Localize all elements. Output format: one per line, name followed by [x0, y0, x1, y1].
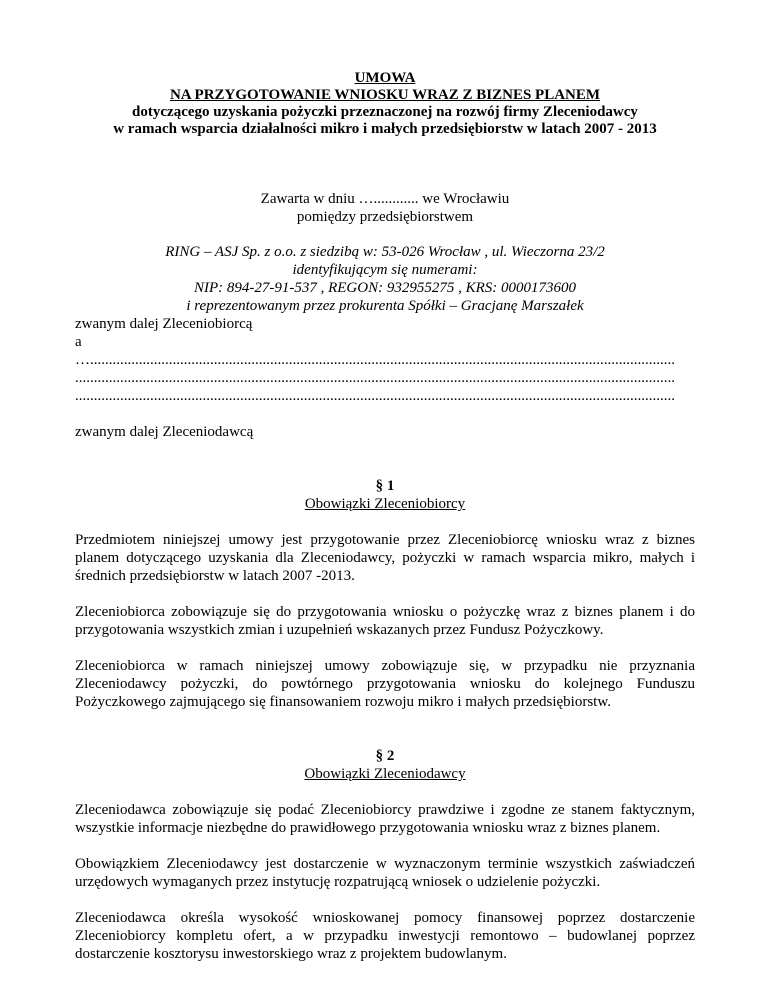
section-1-paragraph-3: Zleceniobiorca w ramach niniejszej umowy zobowiązuje się, w przypadku nie przyznania Zleceniodawcy pożyczki, do powtórnego przygotowania wniosku do kolejnego Funduszu Pożyczkowego zajmującego się finansowaniem rozwoju mikro i małych przedsiębiorstw.	[75, 658, 695, 710]
document-title	[75, 70, 695, 138]
section-1-paragraph-2: Zleceniobiorca zobowiązuje się do przygotowania wniosku o pożyczkę wraz z biznes planem i do przygotowania wszystkich zmian i uzupełnień wskazanych przez Fundusz Pożyczkowy.	[75, 604, 695, 638]
section-1-number: § 1	[375, 478, 395, 494]
conjunction: a	[75, 334, 82, 350]
subtitle-line-1: dotyczącego uzyskania pożyczki przeznaczonej na rozwój firmy Zleceniodawcy	[132, 104, 638, 120]
section-2-heading	[75, 747, 695, 783]
party-2-alias: zwanym dalej Zleceniodawcą	[75, 424, 254, 440]
title-umowa: UMOWA	[354, 70, 416, 86]
section-2-title: Obowiązki Zleceniodawcy	[304, 766, 466, 782]
section-1-heading	[75, 477, 695, 513]
blank-line-1: …............................................................................................................................................................	[75, 352, 675, 368]
intro-between-line: pomiędzy przedsiębiorstwem	[296, 209, 474, 225]
section-1-paragraph-1: Przedmiotem niniejszej umowy jest przygotowanie przez Zleceniobiorcę wniosku wraz z biznes planem dotyczącego uzyskania dla Zleceniodawcy, pożyczki w ramach wsparcia mikro, małych i średnich przedsiębiorstw w latach 2007 -2013.	[75, 532, 695, 584]
party-1-ids: NIP: 894-27-91-537 , REGON: 932955275 , KRS: 0000173600	[193, 280, 577, 296]
party-1-representative: i reprezentowanym przez prokurenta Spółki – Gracjanę Marszałek	[186, 298, 584, 314]
subtitle-line-2: w ramach wsparcia działalności mikro i małych przedsiębiorstw w latach 2007 - 2013	[113, 121, 657, 137]
section-2-paragraph-2: Obowiązkiem Zleceniodawcy jest dostarczenie w wyznaczonym terminie wszystkich zaświadczeń urzędowych wymaganych przez instytucję rozpatrującą wniosek o udzielenie pożyczki.	[75, 856, 695, 890]
document-page	[75, 70, 695, 963]
party-1-block	[75, 243, 695, 315]
blank-line-3: ................................................................................................................................................................	[75, 388, 675, 404]
intro-date-line: Zawarta w dniu …............ we Wrocławiu	[260, 191, 510, 207]
section-2-paragraph-3: Zleceniodawca określa wysokość wnioskowanej pomocy finansowej poprzez dostarczenie Zleceniobiorcy kompletu ofert, a w przypadku inwestycji remontowo – budowlanej poprzez dostarczenie kosztorysu inwestorskiego wraz z projektem budowlanym.	[75, 910, 695, 962]
section-2-paragraph-1: Zleceniodawca zobowiązuje się podać Zleceniobiorcy prawdziwe i zgodne ze stanem faktycznym, wszystkie informacje niezbędne do prawidłowego przygotowania wniosku wraz z biznes planem.	[75, 802, 695, 836]
party-1-id-label: identyfikującym się numerami:	[292, 262, 478, 278]
blank-line-2: ................................................................................................................................................................	[75, 370, 675, 386]
party-1-alias: zwanym dalej Zleceniobiorcą	[75, 316, 253, 332]
title-main: NA PRZYGOTOWANIE WNIOSKU WRAZ Z BIZNES PLANEM	[169, 87, 601, 103]
party-1-address: RING – ASJ Sp. z o.o. z siedzibą w: 53-026 Wrocław , ul. Wieczorna 23/2	[165, 244, 605, 260]
intro-block	[75, 190, 695, 226]
section-1-title: Obowiązki Zleceniobiorcy	[304, 496, 466, 512]
section-2-number: § 2	[375, 748, 395, 764]
